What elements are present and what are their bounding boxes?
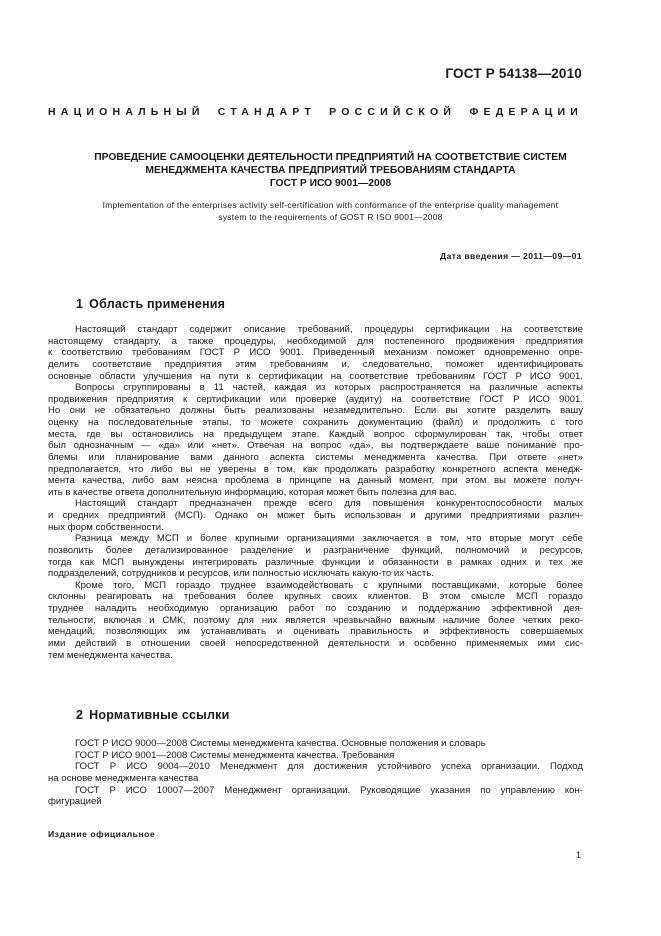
- text-line: ить в качестве ответа дополнительную информацию, которая может быть полезна для вас.: [48, 486, 457, 498]
- text-line: Разница между МСП и более крупными организациями заключается в том, что вторые могут себе: [75, 533, 583, 545]
- effective-date: Дата введения — 2011—09—01: [440, 251, 582, 261]
- text-line: настоящему стандарту, а также процедуры, необходимой для постепенного продвижения предприятия: [48, 335, 583, 347]
- header-word: СТАНДАРТ: [217, 106, 316, 118]
- text-line: Вопросы сгруппированы в 11 частей, каждая из которых распространяется на различные аспекты: [75, 382, 583, 394]
- text-line: ных форм собственности.: [48, 521, 164, 533]
- text-line: труднее наладить необходимую организацию работ по созданию и поддержанию эффективной дея-: [48, 603, 583, 614]
- national-standard-header: [48, 106, 583, 118]
- text-line: тогда как МСП вынуждены интегрировать различные функции и обязанности в рамках одних и тех же: [48, 556, 583, 568]
- english-title-line: system to the requirements of GOST R ISO 9001—2008: [218, 212, 443, 222]
- section-heading: [76, 708, 230, 722]
- page-number: 1: [575, 850, 581, 861]
- text-line: склонны реагировать на требования более крупных своих клиентов. В этом смысле МСП гораздо: [48, 591, 583, 603]
- reference-line: ГОСТ Р ИСО 9000—2008 Системы менеджмента качества. Основные положения и словарь: [75, 738, 486, 749]
- section-number: 1: [76, 297, 84, 311]
- title-line: ГОСТ Р ИСО 9001—2008: [269, 178, 392, 189]
- text-line: позволить более детализированное разделение и разграничение функций, полномочий и ресурсов,: [48, 544, 583, 556]
- section-title: Нормативные ссылки: [89, 708, 230, 722]
- reference-line: ГОСТ Р ИСО 10007—2007 Менеджмент организации. Руководящие указания по управлению кон-: [75, 784, 583, 796]
- title-line: МЕНЕДЖМЕНТА КАЧЕСТВА ПРЕДПРИЯТИЙ ТРЕБОВАНИЯМ СТАНДАРТА: [145, 165, 516, 176]
- section-heading: [76, 297, 225, 311]
- text-line: Настоящий стандарт предназначен прежде всего для повышения конкурентоспособности малых: [75, 498, 583, 510]
- header-word: ФЕДЕРАЦИИ: [469, 106, 584, 118]
- text-line: к соответствию требованиям ГОСТ Р ИСО 9001. Приведенный механизм поможет одновременно опре-: [48, 347, 583, 359]
- reference-line: ГОСТ Р ИСО 9004—2010 Менеджмент для достижения устойчивого успеха организации. Подход: [75, 761, 583, 773]
- text-line: продвижения предприятия к сертификации или проверке (аудиту) на соответствие ГОСТ Р ИСО 9001.: [48, 393, 583, 405]
- text-line: оценку на последовательные этапы, то можете сохранить документацию (файл) и продолжить с того: [48, 417, 583, 428]
- text-line: был однозначным — «да» или «нет». Отвечая на вопрос «да», вы подтверждаете ваше понимание про-: [48, 440, 583, 452]
- text-line: предполагается, что либо вы не уверены в том, как продолжать разработку конкретного аспекта менедж-: [48, 463, 583, 475]
- section-title: Область применения: [89, 297, 226, 311]
- reference-line: фигурацией: [48, 796, 102, 808]
- english-title-line: Implementation of the enterprises activity self-certification with conformance of the enterprise quality management: [102, 200, 559, 210]
- text-line: делить соответствие предприятия этим требованиям и, следовательно, поможет идентифицировать: [48, 358, 583, 370]
- text-line: места, где вы остановились на предыдущем этапе. Каждый вопрос сформулирован так, чтобы ответ: [48, 428, 583, 440]
- text-line: Но они не обязательно должны быть реализованы незамедлительно. Если вы хотите разделить вашу: [48, 405, 583, 417]
- reference-line: на основе менеджмента качества: [48, 772, 199, 784]
- header-word: РОССИЙСКОЙ: [329, 106, 457, 118]
- text-line: Настоящий стандарт содержит описание требований, процедуры сертификации на соответствие: [75, 324, 583, 335]
- text-line: блемы или планирование вами данного аспекта системы менеджмента качества. При ответе «нет»: [48, 451, 583, 463]
- english-title: [55, 199, 606, 223]
- document-title: [50, 151, 611, 190]
- text-line: Кроме того, МСП гораздо труднее взаимодействовать с крупными поставщиками, которые более: [75, 579, 583, 591]
- text-line: основные области улучшения на пути к сертификации на соответствие требованиям ГОСТ Р ИСО 9001.: [48, 370, 583, 382]
- text-line: тем менеджмента качества.: [48, 649, 173, 661]
- text-line: мендаций, позволяющих им устанавливать и оценивать правильность и эффективность совершаемых: [48, 626, 583, 638]
- standard-number: ГОСТ Р 54138—2010: [445, 66, 582, 81]
- edition-label: Издание официальное: [48, 829, 156, 839]
- text-line: и средних предприятий (МСП). Однако он может быть использован и другими предприятиями различ-: [48, 510, 583, 521]
- section-number: 2: [76, 708, 84, 722]
- header-word: НАЦИОНАЛЬНЫЙ: [48, 106, 205, 118]
- text-line: подразделений, сотрудников и ресурсов, или полностью исключать какую-то их часть.: [48, 568, 434, 580]
- text-line: мента качества, либо вам неясна проблема в принципе на данный момент, при этом вы можете получ-: [48, 475, 583, 487]
- reference-line: ГОСТ Р ИСО 9001—2008 Системы менеджмента качества. Требования: [75, 749, 395, 761]
- section-body: [48, 324, 583, 661]
- section-body: [48, 738, 583, 808]
- text-line: тельности, включая и СМК, поэтому для них является чрезвычайно важным наличие более четких реко-: [48, 614, 583, 626]
- text-line: ими действий в отношении своей непосредственной деятельности и особенно применяемых ими сис-: [48, 637, 583, 649]
- title-line: ПРОВЕДЕНИЕ САМООЦЕНКИ ДЕЯТЕЛЬНОСТИ ПРЕДПРИЯТИЙ НА СООТВЕТСТВИЕ СИСТЕМ: [94, 152, 567, 163]
